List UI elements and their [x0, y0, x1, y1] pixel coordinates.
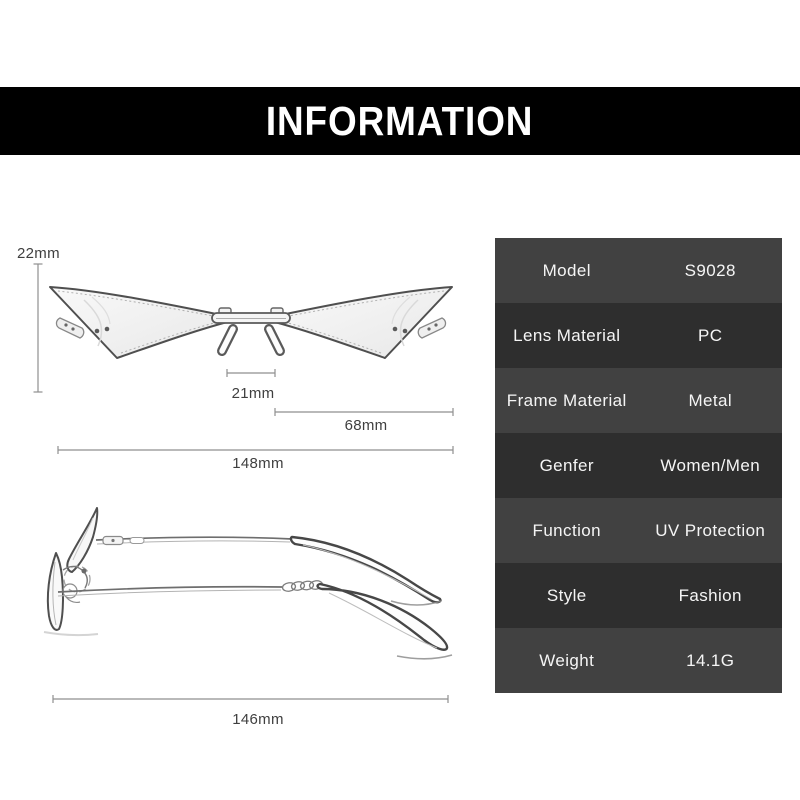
spec-row-lens-material — [495, 303, 782, 368]
side-lens-profile — [48, 508, 97, 630]
spec-value: Metal — [688, 390, 733, 410]
spec-value: PC — [698, 325, 723, 345]
spec-value: S9028 — [684, 260, 736, 280]
spec-label: Weight — [539, 650, 595, 670]
dim-bridge-width — [227, 369, 275, 402]
spec-row-model — [495, 238, 782, 303]
spec-label: Model — [542, 260, 591, 280]
dim-lens-width — [275, 408, 453, 434]
spec-table — [495, 238, 782, 693]
spec-row-style — [495, 563, 782, 628]
spec-label: Function — [532, 520, 601, 540]
dim-label-lens-width: 68mm — [344, 417, 388, 434]
front-bridge — [212, 308, 290, 351]
dim-label-frame-width: 148mm — [232, 455, 284, 472]
spec-label: Frame Material — [506, 390, 627, 410]
sunglasses-front-view-diagram — [0, 230, 470, 480]
front-left-hinge — [56, 318, 83, 338]
side-upper-temple — [96, 537, 441, 606]
spec-row-frame-material — [495, 368, 782, 433]
spec-row-gender — [495, 433, 782, 498]
dim-temple-length — [53, 695, 448, 728]
spec-row-weight — [495, 628, 782, 693]
spec-value: UV Protection — [655, 520, 766, 540]
dim-lens-height — [17, 245, 60, 392]
spec-label: Genfer — [539, 455, 594, 475]
spec-value: 14.1G — [686, 650, 735, 670]
dim-frame-width — [58, 446, 453, 472]
dim-label-temple-length: 146mm — [232, 711, 284, 728]
spec-row-function — [495, 498, 782, 563]
front-left-lens — [50, 287, 231, 358]
spec-value: Women/Men — [660, 455, 761, 475]
spec-label: Style — [546, 585, 587, 605]
side-lower-temple — [58, 580, 452, 659]
side-hinge-detail — [63, 566, 90, 602]
front-right-lens — [271, 287, 452, 358]
dim-label-lens-height: 22mm — [17, 245, 60, 262]
sunglasses-side-view-diagram — [0, 480, 470, 730]
spec-value: Fashion — [678, 585, 742, 605]
information-banner — [0, 87, 800, 155]
spec-label: Lens Material — [513, 325, 621, 345]
dim-label-bridge-width: 21mm — [231, 385, 275, 402]
side-ground-shadow — [44, 632, 98, 635]
front-right-hinge — [418, 318, 445, 338]
page-title: INFORMATION — [266, 97, 534, 144]
